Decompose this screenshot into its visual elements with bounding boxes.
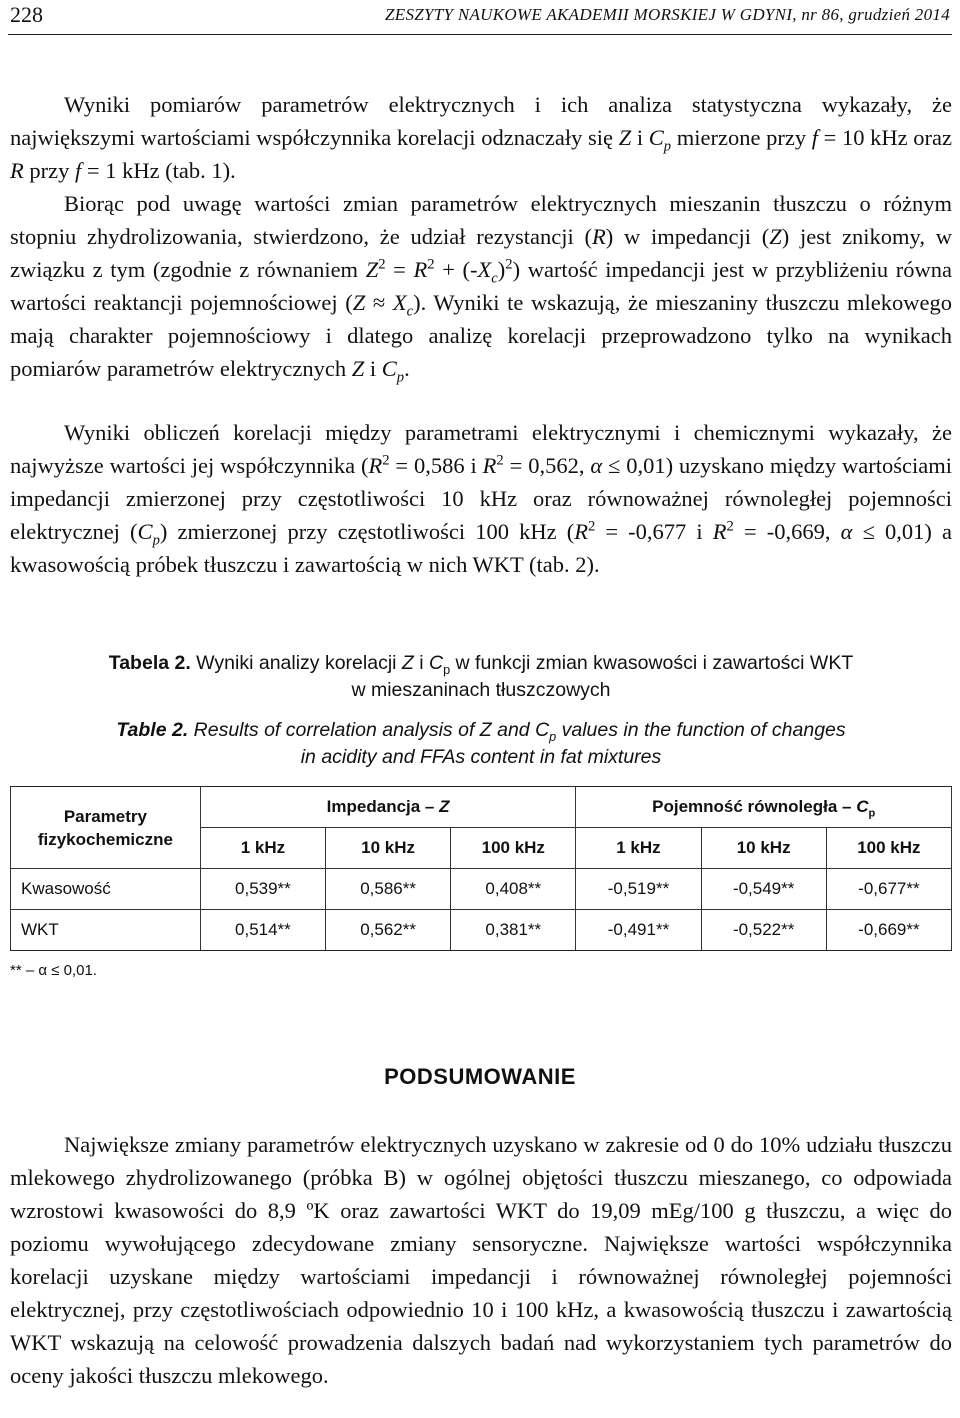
paragraph-results [10,88,952,187]
text-run: Wyniki obliczeń korelacji między parametrami elektrycznymi i chemicznymi wykazały, że najwyższe wartości jej współczynnika ( [10,420,952,478]
table-cell: 0,408** [451,869,576,910]
text-run: = 10 kHz oraz [818,125,952,150]
symbol-c: C [381,356,397,381]
table-header-capacitance [576,787,952,828]
table-cell: -0,519** [576,869,701,910]
text-run: . [404,356,410,381]
symbol-x: X [477,257,492,282]
body-text-block [10,88,952,385]
subscript-c: c [406,303,414,320]
symbol-r: R [574,519,588,544]
text-run: Wyniki pomiarów parametrów elektrycznych i ich analiza statystyczna wykazały, że największymi wartościami współczynnika korelacji odznaczały się [10,92,952,150]
paragraph-impedance [10,187,952,385]
body-text-block [10,416,952,581]
table-row [11,869,952,910]
paragraph-correlation [10,416,952,581]
text-run: + (- [434,257,478,282]
table-cell: 0,539** [200,869,325,910]
table-header-impedance [200,787,576,828]
symbol-alpha: α [840,519,853,544]
table-row [11,910,952,951]
symbol-r: R [413,257,428,282]
text-run: i [364,356,382,381]
text-run: w funkcji zmian kwasowości i zawartości WKT [450,652,854,674]
symbol-z: Z [439,797,450,816]
paragraph-summary: Największe zmiany parametrów elektrycznych uzyskano w zakresie od 0 do 10% udziału tłuszczu mlekowego zhydrolizowanego (próbka B) w ogólnej objętości tłuszczu mieszanego, co odpowiada wzrostowi kwasowości do 8,9 ºK oraz zawartości WKT do 19,09 mEg/100 g tłuszczu, a więc do poziomu wywołującego zdecydowane zmiany sensoryczne. Największe wartości współczynnika korelacji uzyskane między wartościami impedancji i równoważnej równoległej pojemności elektrycznej, przy częstotliwościach odpowiednio 10 i 100 kHz, a kwasowością tłuszczu i zawartością WKT wskazują na celowość prowadzenia dalszych badań nad wykorzystaniem tych parametrów do oceny jakości tłuszczu mlekowego. [10,1132,952,1388]
text-run: ) [497,257,506,282]
superscript: 2 [427,256,435,273]
text-run: Parametry [63,806,147,826]
table-cell: 0,514** [200,910,325,951]
table-row-label: Kwasowość [11,869,201,910]
symbol-alpha: α [590,453,603,478]
text-run: = -0,677 i [595,519,713,544]
symbol-r: R [10,158,24,183]
table-header-row [11,787,952,828]
table-cell: -0,669** [826,910,951,951]
symbol-z: Z [401,652,414,674]
subscript-p: p [663,138,672,155]
superscript: 2 [726,518,734,535]
symbol-z: Z [352,290,366,315]
table-cell: -0,491** [576,910,701,951]
table-caption-english [10,717,952,771]
body-text-block [10,1128,952,1392]
symbol-f: f [811,125,818,150]
symbol-z: Z [365,257,379,282]
text-run: i [631,125,649,150]
text-run: Biorąc pod uwagę wartości zmian parametrów elektrycznych mieszanin tłuszczu o różnym stopniu zhydrolizowania, stwierdzono, że udział rezystancji ( [10,191,952,249]
table-cell: 0,381** [451,910,576,951]
text-run: fizykochemiczne [37,829,173,849]
symbol-c: C [648,125,664,150]
journal-title: ZESZYTY NAUKOWE AKADEMII MORSKIEJ W GDYNI, nr 86, grudzień 2014 [385,5,950,24]
text-run: Impedancja – [326,797,440,816]
subscript-p: p [868,807,876,820]
table-header-frequency: 100 kHz [451,828,576,869]
text-run: = 1 kHz (tab. 1). [81,158,236,183]
text-run: = [385,257,414,282]
text-run: = -0,669, [733,519,841,544]
text-run: values in the function of changes [556,719,846,741]
symbol-c: C [137,519,153,544]
text-run: ) zmierzonej przy częstotliwości 100 kHz ( [159,519,575,544]
subscript-p: p [549,729,557,744]
text-run: ) wartość impedancji jest w przybliżeniu równa wartości reaktancji pojemnościowej ( [10,257,952,315]
text-run: Wyniki analizy korelacji [190,652,402,674]
symbol-f: f [74,158,82,183]
table-header-frequency: 1 kHz [576,828,701,869]
text-run: w mieszaninach tłuszczowych [351,679,611,701]
symbol-r: R [368,453,383,478]
caption-label: Tabela 2. [108,652,191,674]
text-run: ≤ 0,01) a kwasowością próbek tłuszczu i zawartością w nich WKT (tab. 2). [10,519,953,577]
symbol-r: R [712,519,727,544]
superscript: 2 [587,518,596,535]
symbol-z: Z [351,356,365,381]
correlation-table [10,786,952,951]
symbol-x: X [392,290,407,315]
table-cell: 0,586** [326,869,451,910]
symbol-z: Z [618,125,632,150]
superscript: 2 [505,256,513,273]
table-footnote: ** – α ≤ 0,01. [10,962,97,979]
text-run: ≈ [365,290,393,315]
symbol-c: C [429,652,444,674]
symbol-r: R [482,453,497,478]
symbol-c: C [856,797,869,816]
text-run: ). Wyniki te wskazują, że mieszaniny tłuszczu mlekowego mają charakter pojemnościowy i dlatego analizę korelacji przeprowadzono tylko na wynikach pomiarów parametrów elektrycznych [10,290,952,381]
text-run: ) jest znikomy, w związku z tym (zgodnie z równaniem [10,224,952,282]
text-run: Results of correlation analysis of Z and C [188,719,550,741]
subscript-p: p [443,662,451,677]
table-header-frequency: 1 kHz [200,828,325,869]
subscript-p: p [152,532,160,549]
superscript: 2 [378,256,386,273]
superscript: 2 [496,452,504,469]
table-caption-polish [10,650,952,704]
subscript-c: c [491,270,498,287]
section-title: PODSUMOWANIE [384,1064,576,1089]
text-run: ≤ 0,01) uzyskano między wartościami impedancji zmierzonej przy częstotliwości 10 kHz oraz równoważnej równoległej pojemności elektrycznej ( [10,453,952,544]
symbol-z: Z [769,224,782,249]
table-header-frequency: 100 kHz [826,828,951,869]
text-run: mierzone przy [671,125,812,150]
table-cell: -0,522** [701,910,826,951]
table-row-label: WKT [11,910,201,951]
table-header-parameters [11,787,201,869]
text-run: ) w impedancji ( [605,224,770,249]
subscript-p: p [396,369,405,386]
caption-label: Table 2. [116,719,189,741]
text-run: in acidity and FFAs content in fat mixtures [300,746,662,768]
page-header [8,0,952,35]
text-run: Pojemność równoległa – [652,797,857,816]
symbol-r: R [591,224,606,249]
text-run: = 0,562, [503,453,591,478]
table-header-frequency: 10 kHz [326,828,451,869]
superscript: 2 [382,452,390,469]
table-header-frequency: 10 kHz [701,828,826,869]
text-run: przy [23,158,75,183]
text-run: = 0,586 i [389,453,483,478]
table-cell: -0,677** [826,869,951,910]
text-run: i [413,652,429,674]
table-cell: -0,549** [701,869,826,910]
table-cell: 0,562** [326,910,451,951]
page-number: 228 [10,2,43,27]
